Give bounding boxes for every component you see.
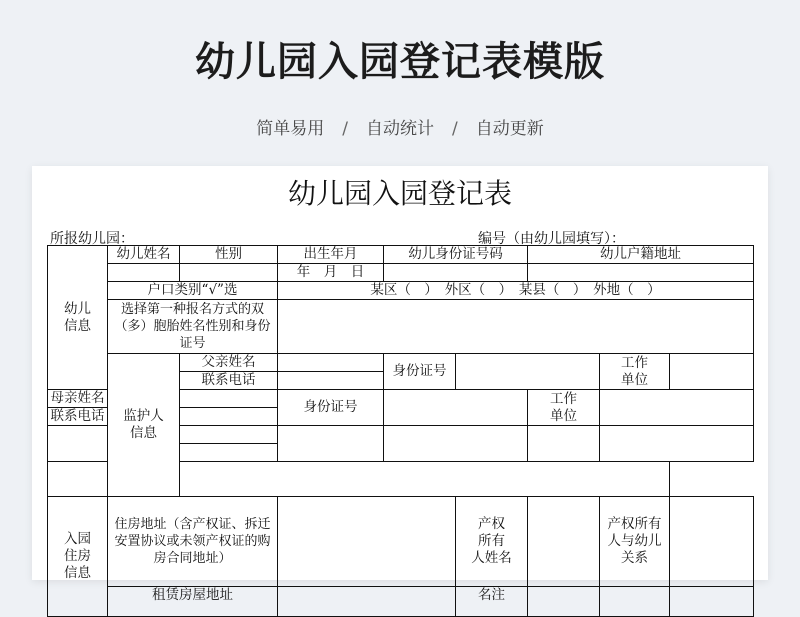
gender-label: 性别 — [180, 246, 278, 264]
household-address-value[interactable] — [528, 264, 754, 282]
mother-phone-value[interactable] — [180, 408, 278, 426]
page-title: 幼儿园入园登记表模版 — [195, 39, 605, 85]
father-name-label: 父亲姓名 — [180, 354, 278, 372]
father-phone-value[interactable] — [278, 372, 384, 390]
section-guardian-info: 监护人 信息 — [108, 354, 180, 497]
tag-separator: / — [452, 119, 458, 139]
form-title: 幼儿园入园登记表 — [287, 177, 512, 210]
rental-note-value[interactable] — [528, 587, 600, 617]
rental-note-label: 名注 — [456, 587, 528, 617]
section-child-info: 幼儿 信息 — [48, 246, 108, 390]
father-work-unit-label: 工作 单位 — [600, 354, 670, 390]
mother-work-unit-value[interactable] — [600, 390, 754, 426]
mother-id-value[interactable] — [384, 390, 528, 426]
rental-extra-value[interactable] — [670, 587, 754, 617]
father-name-value[interactable] — [278, 354, 384, 372]
form-preview-card — [32, 166, 768, 603]
father-id-label: 身份证号 — [384, 354, 456, 390]
mother-name-label: 母亲姓名 — [48, 390, 108, 408]
feature-tags — [0, 114, 800, 139]
owner-name-value[interactable] — [528, 497, 600, 587]
rental-extra-label[interactable] — [600, 587, 670, 617]
twins-value[interactable] — [278, 300, 754, 354]
housing-address-label: 住房地址（含产权证、拆迁安置协议或未领产权证的购房合同地址） — [108, 497, 278, 587]
other-guardian-name[interactable] — [48, 426, 108, 462]
household-type-options[interactable]: 某区（ ） 外区（ ） 某县（ ） 外地（ ） — [278, 282, 754, 300]
other-guardian-value[interactable] — [180, 426, 278, 444]
tag-auto-update: 自动更新 — [475, 119, 544, 139]
mother-id-label: 身份证号 — [278, 390, 384, 426]
child-name-label: 幼儿姓名 — [108, 246, 180, 264]
other-guardian-id-value[interactable] — [384, 426, 528, 462]
twins-note: 选择第一种报名方式的双（多）胞胎姓名性别和身份证号 — [108, 300, 278, 354]
child-id-label: 幼儿身份证号码 — [384, 246, 528, 264]
mother-name-value[interactable] — [180, 390, 278, 408]
other-guardian-id-label[interactable] — [278, 426, 384, 462]
father-id-value[interactable] — [456, 354, 600, 390]
owner-name-label: 产权 所有 人姓名 — [456, 497, 528, 587]
other-guardian-phone-value[interactable] — [180, 444, 278, 462]
rental-address-value[interactable] — [278, 587, 456, 617]
housing-address-value[interactable] — [278, 497, 456, 587]
other-guardian-work-label[interactable] — [528, 426, 600, 462]
kindergarten-label: 所报幼儿园： — [50, 231, 134, 247]
household-address-label: 幼儿户籍地址 — [528, 246, 754, 264]
tag-separator: / — [342, 119, 348, 139]
mother-work-unit-label: 工作 单位 — [528, 390, 600, 426]
guardian-spacer-row — [48, 462, 670, 497]
child-id-value[interactable] — [384, 264, 528, 282]
gender-value[interactable] — [180, 264, 278, 282]
registration-form-table — [47, 245, 754, 617]
other-guardian-work-value[interactable] — [600, 426, 754, 462]
owner-relation-value[interactable] — [670, 497, 754, 587]
mother-phone-label: 联系电话 — [48, 408, 108, 426]
owner-relation-label: 产权所有 人与幼儿 关系 — [600, 497, 670, 587]
section-housing-info: 入园 住房 信息 — [48, 497, 108, 617]
birth-label: 出生年月 — [278, 246, 384, 264]
number-label: 编号（由幼儿园填写）： — [478, 231, 625, 247]
father-phone-label: 联系电话 — [180, 372, 278, 390]
tag-auto-statistics: 自动统计 — [366, 119, 434, 139]
household-type-label: 户口类别“√”选 — [108, 282, 278, 300]
father-work-unit-value[interactable] — [670, 354, 754, 390]
rental-address-label: 租赁房屋地址 — [108, 587, 278, 617]
birth-date-format: 年 月 日 — [278, 264, 384, 282]
tag-easy-to-use: 简单易用 — [256, 119, 325, 139]
child-name-value[interactable] — [108, 264, 180, 282]
